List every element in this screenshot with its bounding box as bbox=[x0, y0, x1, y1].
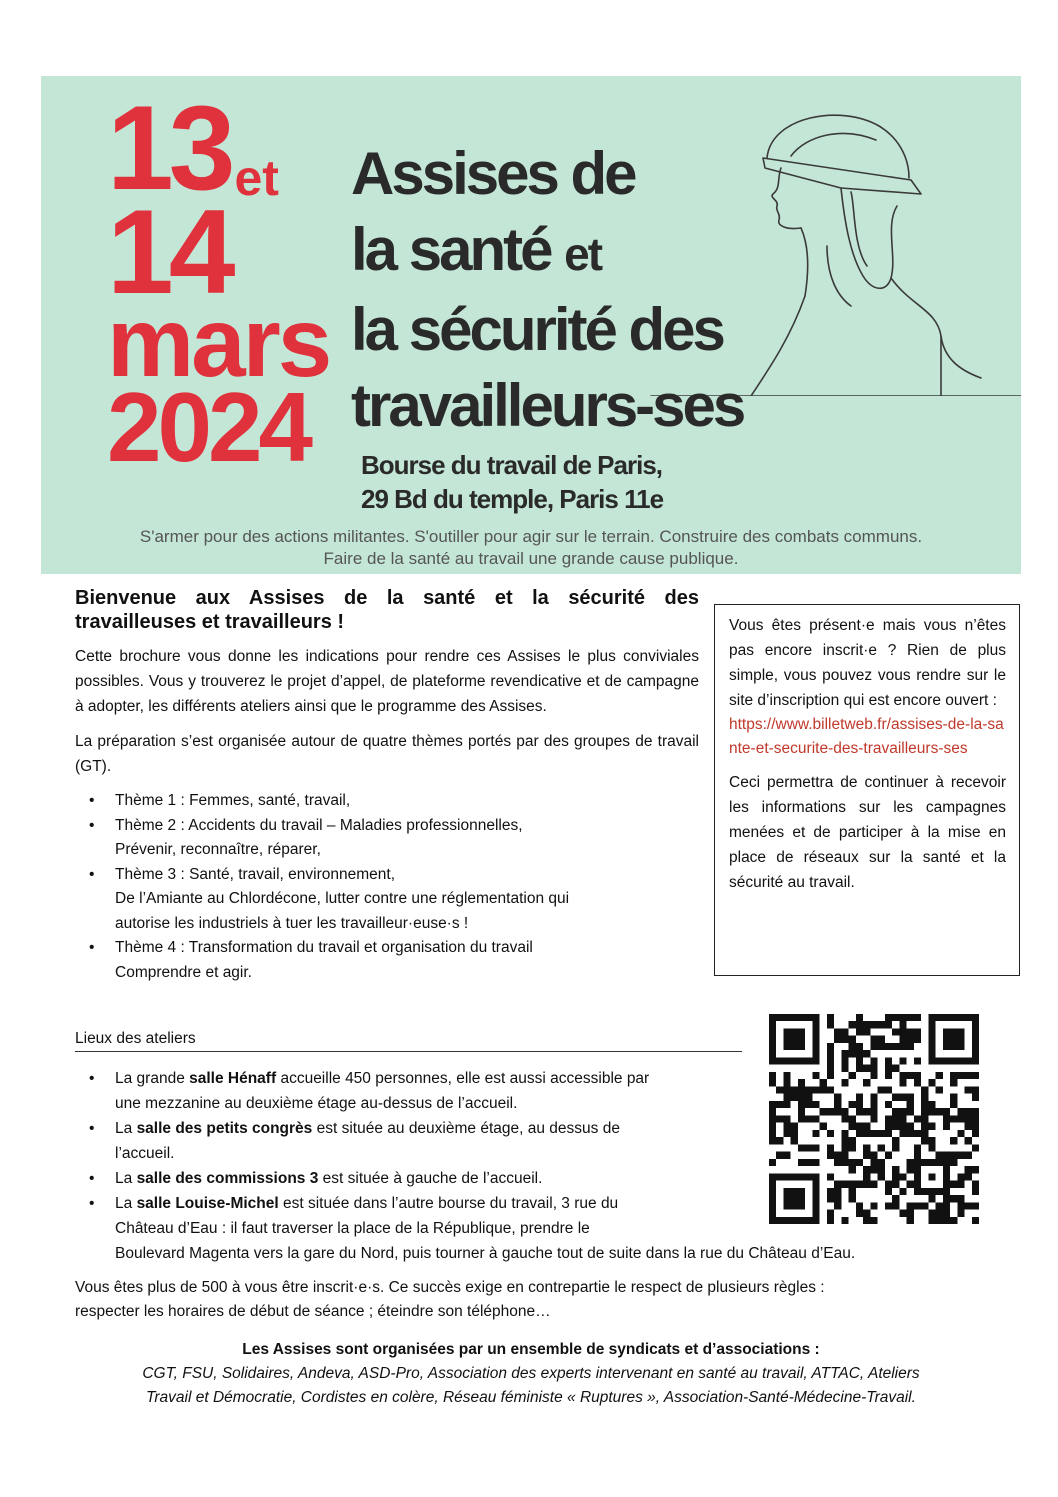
registration-link[interactable]: https://www.billetweb.fr/assises-de-la-sante-et-securite-des-travailleurs-ses bbox=[729, 716, 1004, 757]
closing-line-2: respecter les horaires de début de séance ; éteindre son téléphone… bbox=[75, 1303, 551, 1320]
location-2-pre: La bbox=[115, 1120, 137, 1137]
workshop-locations-heading: Lieux des ateliers bbox=[75, 1028, 742, 1052]
theme-2-line-2: Prévenir, reconnaître, réparer, bbox=[115, 841, 321, 858]
event-tagline bbox=[41, 526, 1021, 570]
event-title bbox=[351, 136, 743, 444]
registration-text-body: Vous êtes présent·e mais vous n’êtes pas encore inscrit·e ? Rien de plus simple, vous pouvez vous rendre sur le site d’inscription qui est encore ouvert : bbox=[729, 617, 1006, 709]
venue-line-1: Bourse du travail de Paris, bbox=[361, 450, 663, 480]
intro-section bbox=[75, 586, 699, 985]
event-venue bbox=[361, 448, 663, 516]
location-3-room: salle des commissions 3 bbox=[136, 1170, 319, 1187]
venue-line-2: 29 Bd du temple, Paris 11e bbox=[361, 484, 664, 514]
organizers bbox=[41, 1338, 1021, 1410]
event-dates bbox=[107, 81, 330, 482]
location-3-pre: La bbox=[115, 1170, 137, 1187]
intro-paragraph-2: La préparation s’est organisée autour de quatre thèmes portés par des groupes de travail (GT). bbox=[75, 733, 699, 775]
location-2-post: est située au deuxième étage, au dessus de bbox=[312, 1120, 620, 1137]
theme-item bbox=[115, 863, 699, 937]
title-line-1: Assises de bbox=[351, 140, 635, 207]
location-1-room: salle Hénaff bbox=[189, 1070, 277, 1087]
registration-qr-code-icon[interactable] bbox=[769, 1014, 979, 1224]
closing-note bbox=[75, 1276, 985, 1324]
theme-item bbox=[115, 936, 699, 985]
tagline-line-1: S'armer pour des actions militantes. S'outiller pour agir sur le terrain. Construire des combats communs. bbox=[139, 527, 923, 546]
theme-2-line-1: • Thème 2 : Accidents du travail – Maladies professionnelles, bbox=[115, 816, 523, 834]
theme-3-line-1: • Thème 3 : Santé, travail, environnement, bbox=[115, 865, 396, 883]
theme-3-line-2: De l’Amiante au Chlordécone, lutter contre une réglementation qui bbox=[115, 890, 570, 907]
date-day-2: 14 bbox=[107, 185, 231, 319]
location-4-line-3: Boulevard Magenta vers la gare du Nord, puis tourner à gauche tout de suite dans la rue du Château d’Eau. bbox=[115, 1245, 856, 1262]
organizers-list-line-1: CGT, FSU, Solidaires, Andeva, ASD-Pro, Association des experts intervenant en santé au travail, ATTAC, Ateliers bbox=[142, 1365, 920, 1382]
theme-4-line-2: Comprendre et agir. bbox=[115, 963, 252, 981]
location-4-line-2: Château d’Eau : il faut traverser la place de la République, prendre le bbox=[115, 1220, 590, 1237]
location-1-post: accueille 450 personnes, elle est aussi accessible par bbox=[276, 1070, 650, 1087]
registration-text bbox=[729, 613, 1006, 761]
tagline-line-2: Faire de la santé au travail une grande cause publique. bbox=[323, 549, 739, 568]
event-banner bbox=[41, 76, 1021, 574]
intro-paragraph-1: Cette brochure vous donne les indications pour rendre ces Assises le plus conviviales possibles. Vous y trouverez le projet d’appel, de plateforme revendicative et de campagne à adopter, les différents ateliers ainsi que le programme des Assises. bbox=[75, 648, 699, 715]
title-line-4: travailleurs-ses bbox=[351, 372, 744, 439]
theme-item bbox=[115, 814, 699, 863]
theme-item bbox=[115, 789, 699, 814]
location-2-room: salle des petits congrès bbox=[136, 1120, 313, 1137]
location-4-post: est située dans l’autre bourse du travail, 3 rue du bbox=[278, 1195, 619, 1212]
title-line-2: la santé bbox=[351, 216, 551, 283]
organizers-list-line-2: Travail et Démocratie, Cordistes en colère, Réseau féministe « Ruptures », Association-Santé-Médecine-Travail. bbox=[146, 1389, 916, 1406]
welcome-heading: Bienvenue aux Assises de la santé et la sécurité des travailleuses et travailleurs ! bbox=[75, 587, 699, 633]
location-4-pre: La bbox=[115, 1195, 137, 1212]
date-year: 2024 bbox=[107, 372, 310, 482]
location-1-pre: La grande bbox=[115, 1070, 190, 1087]
registration-box bbox=[714, 604, 1020, 976]
date-month: mars bbox=[107, 287, 330, 397]
theme-4-line-1: • Thème 4 : Transformation du travail et organisation du travail bbox=[115, 939, 533, 956]
registration-followup: Ceci permettra de continuer à recevoir les informations sur les campagnes menées et de participer à la mise en place de réseaux sur la santé et la sécurité au travail. bbox=[729, 774, 1006, 891]
themes-list bbox=[75, 789, 699, 985]
location-2-line-2: l’accueil. bbox=[115, 1145, 175, 1162]
title-line-2-et: et bbox=[564, 228, 602, 280]
date-day-1: 13 bbox=[107, 81, 231, 215]
theme-1-line-1: • Thème 1 : Femmes, santé, travail, bbox=[115, 792, 351, 809]
title-line-3: la sécurité des bbox=[351, 296, 723, 363]
theme-3-line-3: autorise les industriels à tuer les travailleur·euse·s ! bbox=[115, 914, 469, 932]
date-et: et bbox=[234, 150, 279, 206]
location-3-post: est située à gauche de l’accueil. bbox=[318, 1170, 543, 1187]
organizers-title: Les Assises sont organisées par un ensemble de syndicats et d’associations : bbox=[242, 1341, 820, 1358]
location-1-line-2: une mezzanine au deuxième étage au-dessus de l’accueil. bbox=[115, 1095, 518, 1112]
closing-line-1: Vous êtes plus de 500 à vous être inscrit·e·s. Ce succès exige en contrepartie le respect de plusieurs règles : bbox=[75, 1279, 825, 1296]
location-4-room: salle Louise-Michel bbox=[136, 1195, 279, 1212]
